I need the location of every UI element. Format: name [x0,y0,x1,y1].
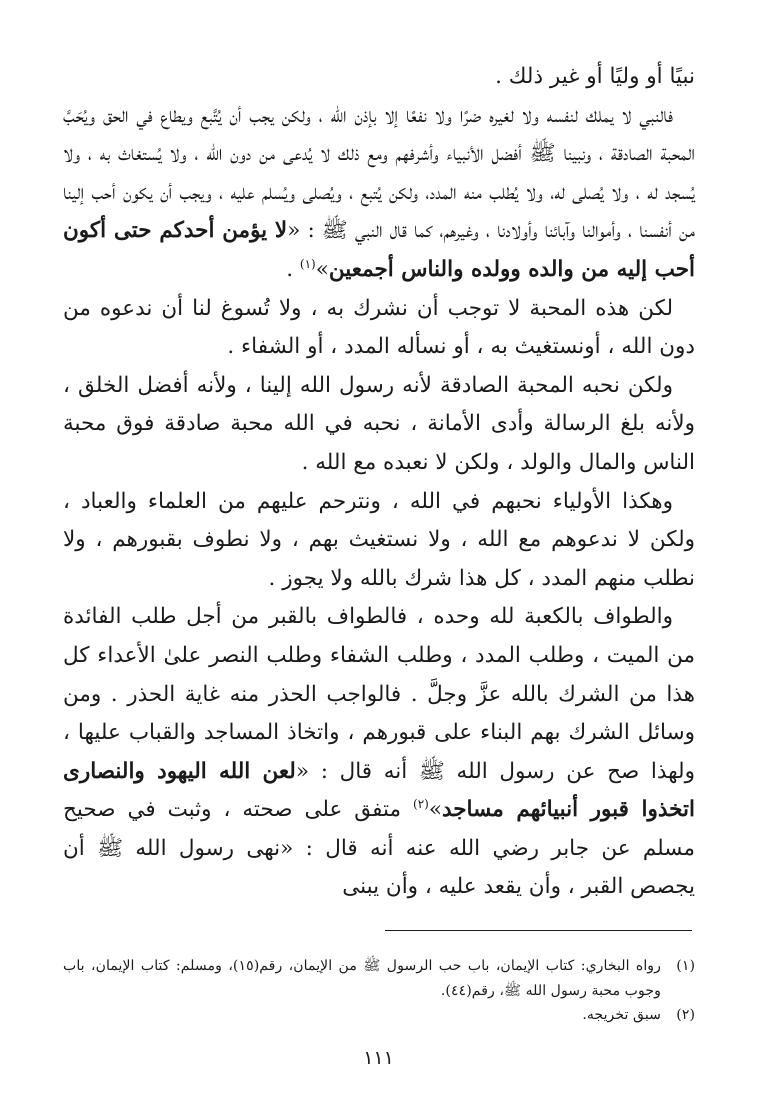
paragraph-2 [63,97,695,290]
footnote-number: (١) [676,958,695,974]
paragraph-1 [63,58,695,97]
footnote-text: رواه البخاري: كتاب الإيمان، باب حب الرسول ﷺ من الإيمان، رقم(١٥)، ومسلم: كتاب الإيمان، باب وجوب محبة رسول الله ﷺ، رقم(٤٤). [63,958,661,999]
paragraph-3 [63,290,695,367]
footnote-text: سبق تخريجه. [582,1007,661,1023]
page-number: ١١١ [363,1047,394,1069]
paragraph-5 [63,483,695,599]
footnote-1 [63,954,695,1003]
paragraph-end: . [286,256,300,282]
paragraph-text: وهكذا الأولياء نحبهم في الله ، ونترحم عليهم من العلماء والعباد ، ولكن لا ندعوهم مع الله ، ولا نستغيث بهم ، ولا نطوف بقبورهم ، ولا نطلب منهم المدد ، كل هذا شرك بالله ولا يجوز . [63,488,695,591]
hadith-quote: لا يؤمن أحدكم حتى أكون أحب إليه من والده وولده والناس أجمعين [63,218,695,282]
footnote-ref[interactable]: (١) [299,256,316,271]
hadith-quote: لعن الله اليهود والنصارى اتخذوا قبور أنبيائهم مساجد [63,758,695,823]
quote-close: » [428,797,442,823]
paragraph-6 [63,598,695,907]
paragraph-text: ولكن نحبه المحبة الصادقة لأنه رسول الله إلينا ، ولأنه أفضل الخلق ، ولأنه بلغ الرسالة وأدى الأمانة ، نحبه في الله محبة صادقة فوق محبة الناس والمال والولد ، ولكن لا نعبده مع الله . [63,372,695,475]
footnote-ref[interactable]: (٢) [413,797,429,812]
paragraph-text: لكن هذه المحبة لا توجب أن نشرك به ، ولا تُسوغ لنا أن ندعوه من دون الله ، أونستغيث به ، أو نسأله المدد ، أو الشفاء . [63,295,695,360]
footnote-number: (٢) [676,1007,695,1023]
main-text [63,58,695,907]
paragraph-text: نبيًا أو وليًا أو غير ذلك . [495,64,695,89]
paragraph-text: متفق على صحته ، وثبت في صحيح مسلم عن جابر رضي الله عنه أنه قال : «نهى رسول الله ﷺ أن يجصص القبر ، وأن يقعد عليه ، وأن يبنى [63,797,695,900]
footnote-2 [63,1003,695,1028]
paragraph-text: فالنبي لا يملك لنفسه ولا لغيره ضرًا ولا نفعًا إلا بإذن الله ، ولكن يجب أن يُتَّبع ويطاع في الحق ويُحَبَّ المحبة الصادقة ، ونبينا ﷺ أفضل الأنبياء وأشرفهم ومع ذلك لا يُدعى من دون الله ، ولا يُستغاث به ، ولا يُسجد له ، ولا يُصلى له، ولا يُطلب منه المدد، ولكن يُتبع ، ويُصلى ويُسلم عليه ، ويجب أن يكون أحب إلينا من أنفسنا ، وأموالنا وآبائنا وأولادنا ، وغيرهم، كما قال النبي ﷺ : « [63,102,695,244]
paragraph-4 [63,367,695,483]
quote-close: » [315,256,329,282]
paragraph-text: والطواف بالكعبة لله وحده ، فالطواف بالقبر من أجل طلب الفائدة من الميت ، وطلب المدد ، وطلب الشفاء وطلب النصر علىٰ الأعداء كل هذا من الشرك بالله عزَّ وجلَّ . فالواجب الحذر منه غاية الحذر . ومن وسائل الشرك بهم البناء على قبورهم ، واتخاذ المساجد والقباب عليها ، ولهذا صح عن رسول الله ﷺ أنه قال : « [63,604,695,784]
footnote-divider [385,930,692,931]
footnotes [63,954,695,1028]
